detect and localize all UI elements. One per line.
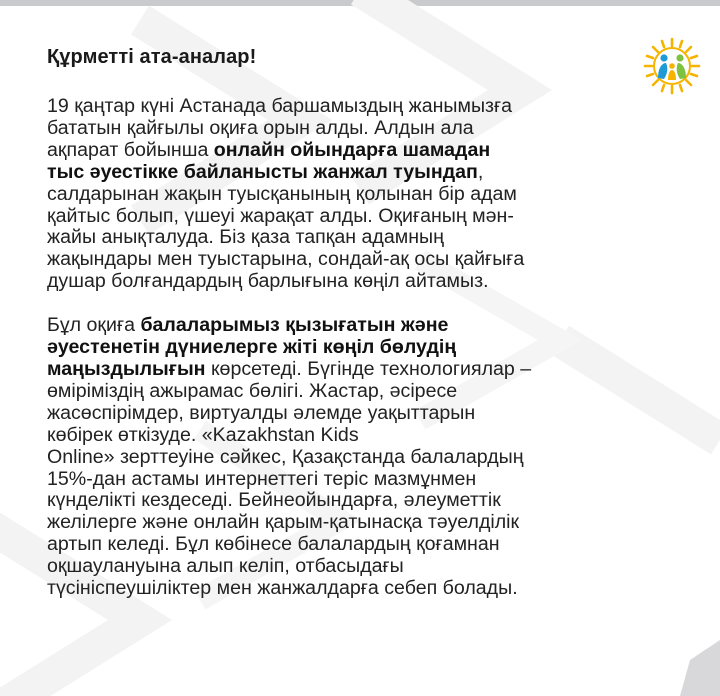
- highlighted-text: онлайн ойындарға шамадан: [213, 138, 491, 161]
- text-line: Бұл оқиға: [47, 314, 141, 337]
- text-line: Online» зерттеуіне сәйкес, Қазақстанда балалардың: [47, 445, 524, 468]
- highlighted-text: әуестенетін дүниелерге жіті көңіл бөлудің: [47, 336, 457, 359]
- text-line: күнделікті кездеседі. Бейнеойындарға, әлеуметтік: [47, 489, 501, 512]
- text-line: ,: [477, 160, 484, 183]
- text-line: салдарынан жақын туысқанының қолынан бір адам: [47, 182, 517, 205]
- text-line: 19 қаңтар күні Астанада баршамыздың жанымызға: [47, 95, 513, 117]
- text-line: 15%-дан астамы интернеттегі теріс мазмұнмен: [47, 467, 477, 490]
- text-line: жайы анықталуда. Біз қаза тапқан адамның: [47, 226, 444, 249]
- text-line: ақпарат бойынша: [47, 138, 214, 161]
- highlighted-text: маңыздылығын: [47, 357, 206, 380]
- corner-fold: [680, 640, 720, 696]
- organization-logo: [642, 36, 702, 96]
- highlighted-text: балаларымыз қызығатын және: [140, 314, 449, 337]
- top-border: [0, 0, 720, 6]
- text-line: оқшаулануына алып келіп, отбасыдағы: [47, 555, 404, 578]
- text-line: душар болғандардың барлығына көңіл айтамыз.: [47, 270, 489, 293]
- text-line: қайтыс болып, үшеуі жарақат алды. Оқиғаның мән-: [47, 204, 514, 227]
- text-line: желілерге және онлайн қарым-қатынасқа тәуелділік: [47, 511, 520, 534]
- text-line: көбірек өткізуде. «Kazakhstan Kids: [47, 423, 359, 446]
- text-line: артып келеді. Бұл көбінесе балалардың қоғамнан: [47, 533, 500, 556]
- paragraph-condolence: [47, 96, 687, 293]
- body-text: [47, 96, 687, 600]
- page-title: Құрметті ата-аналар!: [47, 46, 257, 68]
- text-line: өміріміздің ажырамас бөлігі. Жастар, әсіресе: [47, 379, 458, 402]
- text-line: жақындары мен туыстарына, сондай-ақ осы қайғыға: [47, 248, 525, 271]
- text-line: түсініспеушіліктер мен жанжалдарға себеп болады.: [47, 577, 518, 600]
- text-line: жасөспірімдер, виртуалды әлемде уақыттарын: [47, 401, 476, 424]
- family-sun-emblem-icon: [642, 36, 702, 96]
- text-line: көрсетеді. Бүгінде технологиялар –: [205, 357, 532, 380]
- text-line: бататын қайғылы оқиға орын алды. Алдын ала: [47, 116, 474, 139]
- highlighted-text: тыс әуестікке байланысты жанжал туындап: [47, 160, 478, 183]
- paragraph-awareness: [47, 315, 687, 600]
